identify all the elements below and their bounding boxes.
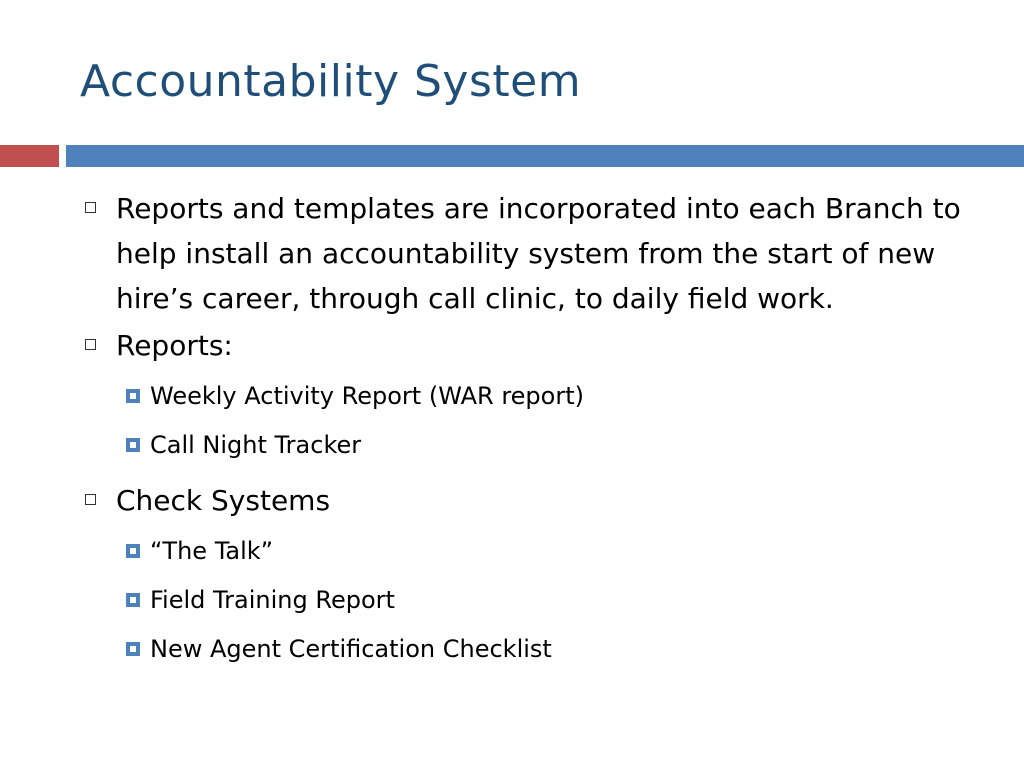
bullet-text: Check Systems <box>116 484 331 517</box>
filled-square-icon <box>126 642 140 656</box>
sub-bullet-item <box>116 527 980 576</box>
filled-square-icon <box>126 438 140 452</box>
hollow-square-icon <box>85 494 96 505</box>
sub-bullet-item <box>116 576 980 625</box>
filled-square-icon <box>126 544 140 558</box>
sub-bullet-item <box>116 372 980 421</box>
bullet-item <box>80 323 980 470</box>
bullet-item <box>80 478 980 674</box>
hollow-square-icon <box>85 202 96 213</box>
sub-bullet-list <box>116 372 980 470</box>
bullet-text: Reports and templates are incorporated into each Branch to help install an accountability system from the start of new hire’s career, through call clinic, to daily field work. <box>116 192 961 315</box>
bullet-item <box>80 186 980 321</box>
sub-bullet-text: New Agent Certification Checklist <box>150 635 552 663</box>
sub-bullet-text: “The Talk” <box>150 537 274 565</box>
sub-bullet-text: Field Training Report <box>150 586 395 614</box>
sub-bullet-item <box>116 625 980 674</box>
slide-title: Accountability System <box>80 56 582 107</box>
sub-bullet-list <box>116 527 980 674</box>
hollow-square-icon <box>85 339 96 350</box>
sub-bullet-text: Call Night Tracker <box>150 431 362 459</box>
sub-bullet-text: Weekly Activity Report (WAR report) <box>150 382 584 410</box>
sub-bullet-item <box>116 421 980 470</box>
accent-bar-blue <box>66 145 1024 167</box>
filled-square-icon <box>126 389 140 403</box>
accent-bar-red <box>0 145 59 167</box>
filled-square-icon <box>126 593 140 607</box>
bullet-text: Reports: <box>116 329 233 362</box>
bullet-list <box>80 186 980 682</box>
